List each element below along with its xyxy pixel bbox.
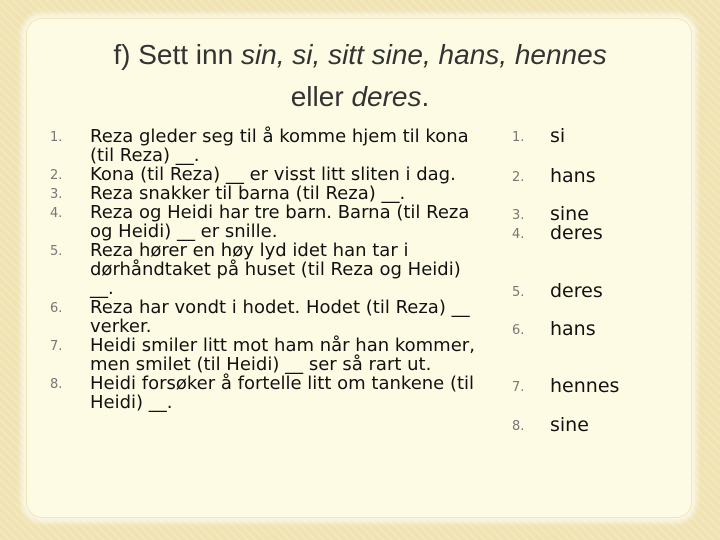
sentence-text: Reza hører en høy lyd idet han tar i dørhåndtaket på huset (til Reza og Heidi) __. [90, 240, 461, 299]
answer-text: hennes [550, 375, 620, 397]
sentence-text: Reza har vondt i hodet. Hodet (til Reza) __ verker. [90, 297, 470, 337]
answer-text: sine [550, 203, 589, 225]
sentence-text: Reza og Heidi har tre barn. Barna (til Reza og Heidi) __ er snille. [90, 202, 470, 242]
sentence-list [50, 127, 480, 412]
answer-item [512, 416, 589, 435]
answer-number: 5. [512, 285, 525, 300]
answer-number: 1. [512, 130, 525, 145]
title-last-word: deres [351, 81, 422, 112]
answer-item [512, 127, 565, 146]
sentence-number: 1. [50, 130, 63, 145]
answer-text: deres [550, 280, 603, 302]
sentence-item [50, 336, 480, 374]
title-middle: eller [290, 81, 352, 112]
sentence-number: 7. [50, 339, 63, 354]
sentence-number: 3. [50, 187, 63, 202]
sentence-item [50, 165, 480, 184]
answer-number: 4. [512, 227, 525, 242]
sentence-number: 4. [50, 206, 63, 221]
answer-item [512, 320, 596, 339]
sentence-number: 2. [50, 168, 63, 183]
sentence-item [50, 184, 480, 203]
sentence-number: 6. [50, 301, 63, 316]
answer-item [512, 377, 619, 396]
sentence-text: Heidi forsøker å fortelle litt om tankene (til Heidi) __. [90, 373, 475, 413]
answer-item [512, 167, 596, 186]
answer-number: 8. [512, 419, 525, 434]
answer-text: sine [550, 414, 589, 436]
title-suffix: . [421, 81, 430, 112]
answer-number: 3. [512, 208, 525, 223]
answer-text: si [550, 125, 566, 147]
sentence-text: Heidi smiler litt mot ham når han kommer, men smilet (til Heidi) __ ser så rart ut. [90, 335, 475, 375]
answer-number: 6. [512, 323, 525, 338]
sentence-text: Kona (til Reza) __ er visst litt sliten i dag. [90, 164, 456, 185]
sentence-number: 5. [50, 244, 63, 259]
sentence-item [50, 374, 480, 412]
title-prefix: f) Sett inn [113, 39, 241, 70]
sentence-text: Reza gleder seg til å komme hjem til kona (til Reza) __. [90, 126, 469, 166]
answer-item [512, 224, 603, 243]
sentence-text: Reza snakker til barna (til Reza) __. [90, 183, 406, 204]
answer-text: deres [550, 222, 603, 244]
answer-number: 7. [512, 380, 525, 395]
answer-text: hans [550, 318, 596, 340]
slide-title [40, 34, 680, 118]
sentence-item [50, 298, 480, 336]
sentence-item [50, 241, 480, 298]
answer-item [512, 282, 603, 301]
sentence-item [50, 203, 480, 241]
answer-number: 2. [512, 170, 525, 185]
sentence-item [50, 127, 480, 165]
sentence-number: 8. [50, 377, 63, 392]
title-words: sin, si, sitt sine, hans, hennes [240, 39, 607, 70]
answer-text: hans [550, 165, 596, 187]
